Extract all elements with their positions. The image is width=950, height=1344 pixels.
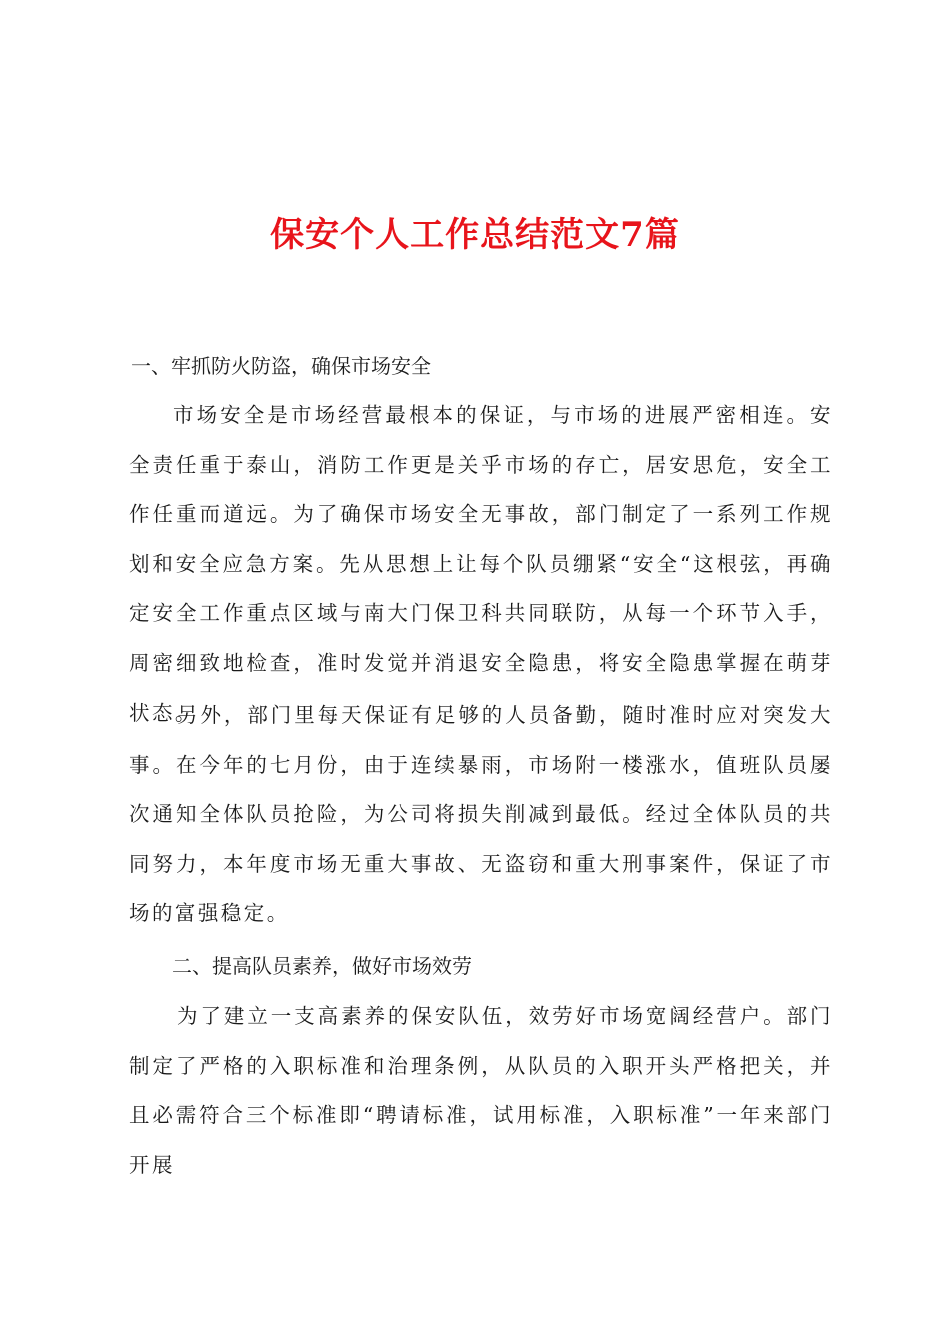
paragraph-2: 另外，部门里每天保证有足够的人员备勤，随时准时应对突发大事。在今年的七月份，由于连续暴雨，市场附一楼涨水，值班队员屡次通知全体队员抢险，为公司将损失削减到最低。经过全体队员的共同努力，本年度市场无重大事故、无盗窃和重大刑事案件，保证了市场的富强稳定。 <box>129 703 833 926</box>
section-heading-1: 一、牢抓防火防盗，确保市场安全 <box>131 354 431 378</box>
paragraph-3: 为了建立一支高素养的保安队伍，效劳好市场宽阔经营户。部门制定了严格的入职标准和治理条例，从队员的入职开头严格把关，并且必需符合三个标准即“聘请标准，试用标准，入职标准”一年来部门开展 <box>129 1004 833 1177</box>
section-heading-2: 二、提高队员素养，做好市场效劳 <box>172 954 472 978</box>
paragraph-1: 市场安全是市场经营最根本的保证，与市场的进展严密相连。安全责任重于泰山，消防工作更是关乎市场的存亡，居安思危，安全工作任重而道远。为了确保市场安全无事故，部门制定了一系列工作规划和安全应急方案。先从思想上让每个队员绷紧“安全“这根弦，再确定安全工作重点区域与南大门保卫科共同联防，从每一个环节入手，周密细致地检查，准时发觉并消退安全隐患，将安全隐患掌握在萌芽状态。 <box>129 403 833 725</box>
document-title: 保安个人工作总结范文7篇 <box>270 215 680 255</box>
